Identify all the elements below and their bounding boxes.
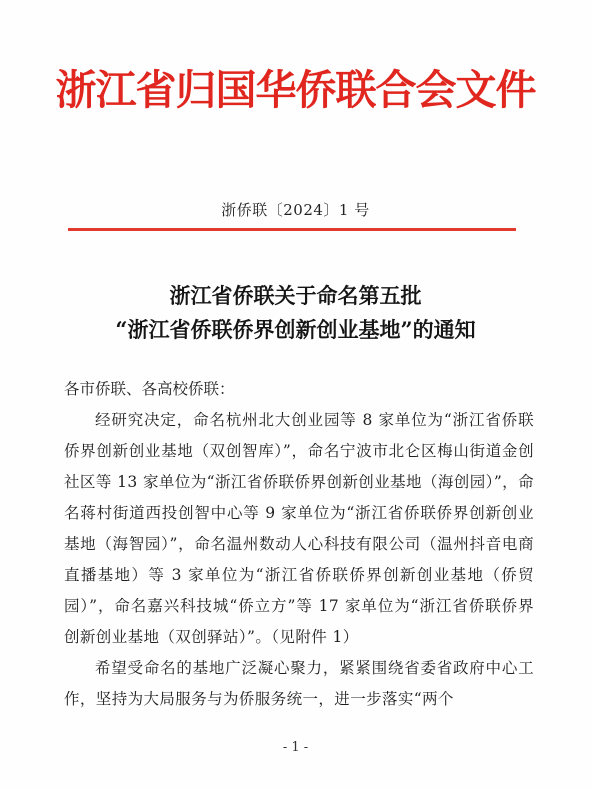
notice-title-line-1: 浙江省侨联关于命名第五批 xyxy=(169,283,422,308)
page-number: - 1 - xyxy=(282,740,309,755)
salutation: 各市侨联、各高校侨联： xyxy=(64,380,235,398)
notice-body xyxy=(64,374,534,715)
body-paragraph-1: 经研究决定，命名杭州北大创业园等 8 家单位为“浙江省侨联侨界创新创业基地（双创智库）”，命名宁波市北仑区梅山街道金创社区等 13 家单位为“浙江省侨联侨界创新创业基地（海创园）”，命名蒋村街道西投创智中心等 9 家单位为“浙江省侨联侨界创新创业基地（海智园）”，命名温州数动人心科技有限公司（温州抖音电商直播基地）等 3 家单位为“浙江省侨联侨界创新创业基地（侨贸园）”，命名嘉兴科技城“侨立方”等 17 家单位为“浙江省侨联侨界创新创业基地（双创驿站）”。（见附件 1） xyxy=(64,411,534,646)
document-number: 浙侨联〔2024〕1 号 xyxy=(221,201,370,219)
masthead-title: 浙江省归国华侨联合会文件 xyxy=(55,66,536,114)
notice-title xyxy=(0,279,591,347)
body-paragraph-2: 希望受命名的基地广泛凝心聚力，紧紧围绕省委省政府中心工作，坚持为大局服务与为侨服务统一，进一步落实“两个 xyxy=(64,659,534,708)
notice-title-line-2: “浙江省侨联侨界创新创业基地”的通知 xyxy=(115,317,476,342)
red-separator-line xyxy=(68,228,516,231)
